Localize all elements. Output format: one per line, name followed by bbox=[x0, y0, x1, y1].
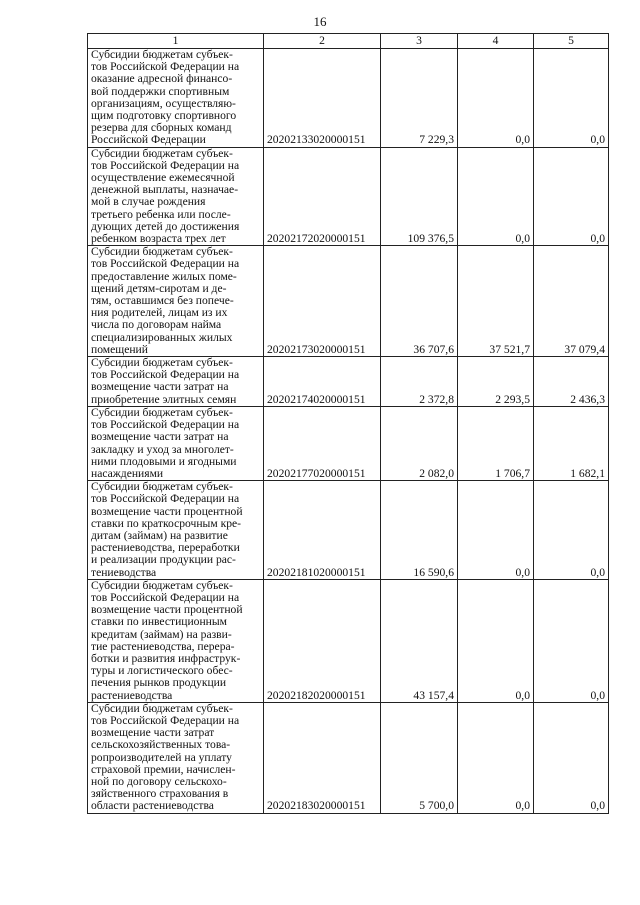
subsidy-name-line: приобретение элитных семян bbox=[91, 392, 237, 406]
subsidy-name-line: ропроизводителей на уплату bbox=[91, 750, 232, 764]
subsidy-name-line: Субсидии бюджетам субъек- bbox=[91, 48, 233, 61]
value-col-4-cell: 0,0 bbox=[458, 702, 534, 813]
table-row bbox=[88, 406, 609, 480]
subsidy-name-line: сельскохозяйственных това- bbox=[91, 738, 231, 752]
value-col-5-cell: 0,0 bbox=[534, 579, 609, 702]
header-col-2: 2 bbox=[264, 34, 381, 49]
value-col-4-cell: 1 706,7 bbox=[458, 406, 534, 480]
value-col-3-cell: 43 157,4 bbox=[381, 579, 458, 702]
subsidy-name-line: дующих детей до достижения bbox=[91, 219, 240, 233]
subsidy-name-line: тие растениеводства, перера- bbox=[91, 639, 235, 653]
subsidy-name-line: тениеводства bbox=[91, 565, 157, 579]
table-row bbox=[88, 702, 609, 813]
subsidy-name-line: ставки по краткосрочным кре- bbox=[91, 516, 242, 530]
subsidy-name-line: зяйственного страхования в bbox=[91, 787, 229, 801]
table-row bbox=[88, 357, 609, 407]
subsidy-name-line: туры и логистического обес- bbox=[91, 664, 233, 678]
budget-code-cell: 20202133020000151 bbox=[264, 49, 381, 148]
subsidy-name-line: оказание адресной финансо- bbox=[91, 72, 233, 86]
subsidy-name-line: третьего ребенка или после- bbox=[91, 207, 231, 221]
value-col-4-cell: 0,0 bbox=[458, 481, 534, 580]
subsidy-name-line: предоставление жилых поме- bbox=[91, 269, 237, 283]
budget-code-cell: 20202182020000151 bbox=[264, 579, 381, 702]
subsidy-name-line: ботки и развития инфраструк- bbox=[91, 651, 241, 665]
subsidy-name-line: Субсидии бюджетам субъек- bbox=[91, 702, 233, 715]
subsidy-name-line: тов Российской Федерации на bbox=[91, 158, 240, 172]
subsidy-name-line: страховой премии, начислен- bbox=[91, 762, 236, 776]
value-col-5-cell: 37 079,4 bbox=[534, 246, 609, 357]
subsidy-name-line: дитам (займам) на развитие bbox=[91, 528, 228, 542]
subsidy-name-line: щений детям-сиротам и де- bbox=[91, 281, 227, 295]
subsidy-name-line: тов Российской Федерации на bbox=[91, 418, 240, 432]
subsidy-name-cell bbox=[88, 406, 264, 480]
value-col-3-cell: 16 590,6 bbox=[381, 481, 458, 580]
table-row bbox=[88, 579, 609, 702]
value-col-3-cell: 109 376,5 bbox=[381, 147, 458, 246]
subsidy-name-line: возмещение части затрат bbox=[91, 726, 215, 740]
subsidy-name-line: тов Российской Федерации на bbox=[91, 590, 240, 604]
subsidy-name-line: Субсидии бюджетам субъек- bbox=[91, 356, 233, 370]
subsidy-name-line: возмещение части затрат на bbox=[91, 430, 229, 444]
table-row bbox=[88, 49, 609, 148]
budget-code-cell: 20202172020000151 bbox=[264, 147, 381, 246]
subsidy-name-line: Субсидии бюджетам субъек- bbox=[91, 480, 233, 494]
value-col-3-cell: 7 229,3 bbox=[381, 49, 458, 148]
budget-code-cell: 20202183020000151 bbox=[264, 702, 381, 813]
subsidy-name-line: ними плодовыми и ягодными bbox=[91, 454, 237, 468]
subsidy-name-cell bbox=[88, 481, 264, 580]
subsidy-name-line: тов Российской Федерации на bbox=[91, 713, 240, 727]
value-col-3-cell: 36 707,6 bbox=[381, 246, 458, 357]
subsidy-name-line: мой в случае рождения bbox=[91, 195, 206, 209]
header-row bbox=[88, 34, 609, 49]
page-number: 16 bbox=[313, 14, 327, 29]
subsidy-name-line: возмещение части процентной bbox=[91, 603, 243, 617]
value-col-4-cell: 37 521,7 bbox=[458, 246, 534, 357]
subsidy-name-line: насаждениями bbox=[91, 466, 164, 480]
subsidy-name-line: ставки по инвестиционным bbox=[91, 615, 228, 629]
table-row bbox=[88, 147, 609, 246]
budget-code-cell: 20202177020000151 bbox=[264, 406, 381, 480]
subsidy-name-line: области растениеводства bbox=[91, 799, 214, 813]
subsidy-name-cell bbox=[88, 147, 264, 246]
value-col-5-cell: 0,0 bbox=[534, 49, 609, 148]
header-col-5: 5 bbox=[534, 34, 609, 49]
subsidy-name-cell bbox=[88, 49, 264, 148]
subsidy-name-line: возмещение части процентной bbox=[91, 504, 243, 518]
value-col-4-cell: 2 293,5 bbox=[458, 357, 534, 407]
subsidy-name-line: ребенком возраста трех лет bbox=[91, 232, 226, 246]
subsidy-name-line: растениеводства bbox=[91, 688, 173, 702]
table-row bbox=[88, 481, 609, 580]
budget-code-cell: 20202181020000151 bbox=[264, 481, 381, 580]
value-col-3-cell: 2 082,0 bbox=[381, 406, 458, 480]
value-col-4-cell: 0,0 bbox=[458, 579, 534, 702]
subsidy-name-line: Субсидии бюджетам субъек- bbox=[91, 579, 233, 592]
subsidy-name-line: и реализации продукции рас- bbox=[91, 553, 236, 567]
subsidy-name-line: помещений bbox=[91, 342, 148, 356]
subsidy-name-line: кредитам (займам) на разви- bbox=[91, 627, 232, 641]
subsidy-name-line: резерва для сборных команд bbox=[91, 121, 232, 135]
header-col-3: 3 bbox=[381, 34, 458, 49]
subsidy-name-cell bbox=[88, 357, 264, 407]
subsidy-name-line: числа по договорам найма bbox=[91, 318, 222, 332]
value-col-5-cell: 2 436,3 bbox=[534, 357, 609, 407]
subsidy-name-line: ной по договору сельскохо- bbox=[91, 774, 227, 788]
subsidy-name-cell bbox=[88, 579, 264, 702]
subsidy-name-line: тов Российской Федерации на bbox=[91, 257, 240, 271]
subsidy-name-line: возмещение части затрат на bbox=[91, 380, 229, 394]
subsidy-name-line: денежной выплаты, назначае- bbox=[91, 183, 239, 197]
header-col-1: 1 bbox=[88, 34, 264, 49]
subsidies-table bbox=[87, 33, 609, 814]
subsidy-name-line: тов Российской Федерации на bbox=[91, 492, 240, 506]
subsidy-name-line: щим подготовку спортивного bbox=[91, 109, 237, 123]
table-row bbox=[88, 246, 609, 357]
subsidy-name-line: тов Российской Федерации на bbox=[91, 368, 240, 382]
subsidy-name-line: закладку и уход за многолет- bbox=[91, 442, 234, 456]
subsidy-name-line: вой поддержки спортивным bbox=[91, 84, 230, 98]
value-col-5-cell: 0,0 bbox=[534, 147, 609, 246]
subsidy-name-line: Субсидии бюджетам субъек- bbox=[91, 147, 233, 160]
value-col-3-cell: 5 700,0 bbox=[381, 702, 458, 813]
header-col-4: 4 bbox=[458, 34, 534, 49]
subsidy-name-line: специализированных жилых bbox=[91, 330, 233, 344]
subsidy-name-line: организациям, осуществляю- bbox=[91, 96, 236, 110]
value-col-5-cell: 0,0 bbox=[534, 702, 609, 813]
value-col-4-cell: 0,0 bbox=[458, 147, 534, 246]
value-col-5-cell: 0,0 bbox=[534, 481, 609, 580]
subsidy-name-line: тов Российской Федерации на bbox=[91, 60, 240, 74]
value-col-3-cell: 2 372,8 bbox=[381, 357, 458, 407]
subsidy-name-line: ния родителей, лицам из их bbox=[91, 306, 228, 320]
budget-code-cell: 20202173020000151 bbox=[264, 246, 381, 357]
subsidy-name-cell bbox=[88, 702, 264, 813]
subsidy-name-cell bbox=[88, 246, 264, 357]
subsidy-name-line: Субсидии бюджетам субъек- bbox=[91, 245, 233, 259]
subsidy-name-line: печения рынков продукции bbox=[91, 676, 227, 690]
value-col-5-cell: 1 682,1 bbox=[534, 406, 609, 480]
value-col-4-cell: 0,0 bbox=[458, 49, 534, 148]
subsidy-name-line: тям, оставшимся без попече- bbox=[91, 294, 234, 308]
budget-code-cell: 20202174020000151 bbox=[264, 357, 381, 407]
subsidy-name-line: Российской Федерации bbox=[91, 133, 206, 147]
subsidy-name-line: осуществление ежемесячной bbox=[91, 171, 235, 185]
subsidy-name-line: растениеводства, переработки bbox=[91, 541, 240, 555]
table-body bbox=[88, 49, 609, 814]
subsidy-name-line: Субсидии бюджетам субъек- bbox=[91, 406, 233, 419]
